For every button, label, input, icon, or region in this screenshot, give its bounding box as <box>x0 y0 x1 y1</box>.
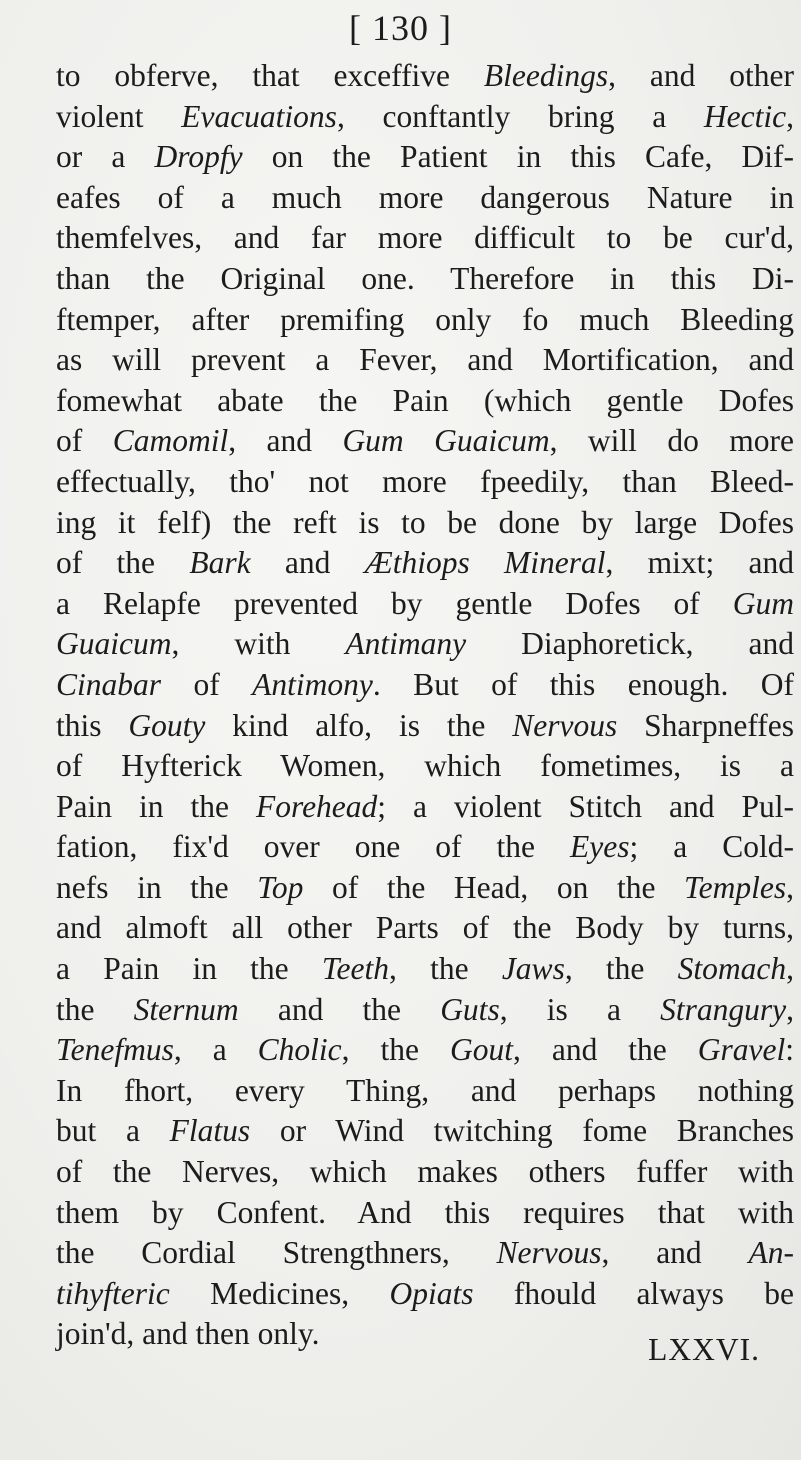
italic-run: Gum Guaicum <box>342 423 550 459</box>
text-line <box>56 1152 794 1193</box>
text-run: them by Confent. And this requires that with <box>56 1194 794 1230</box>
italic-run: Jaws <box>501 951 565 987</box>
italic-run: Sternum <box>133 991 239 1027</box>
text-run: and almoft all other Parts of the Body by turns, <box>56 910 794 946</box>
italic-run: Bleedings <box>483 58 609 93</box>
text-line <box>56 381 794 422</box>
text-line <box>56 1071 794 1112</box>
text-run: than the Original one. Therefore in this Di- <box>56 260 794 296</box>
italic-run: An- <box>748 1235 794 1271</box>
text-run: and <box>250 545 365 581</box>
text-run: Pain in the <box>56 788 256 824</box>
text-run: Diaphoretick, and <box>466 626 794 662</box>
text-line <box>56 137 794 178</box>
text-line <box>56 1193 794 1234</box>
italic-run: Hectic <box>703 98 787 134</box>
text-run: nefs in the <box>56 869 258 905</box>
text-run: , and the <box>512 1032 698 1068</box>
text-run: , is a <box>499 991 661 1027</box>
text-run: on the Patient in this Cafe, Dif- <box>242 139 794 175</box>
text-run: . But of this enough. Of <box>372 666 795 702</box>
italic-run: Top <box>257 869 304 905</box>
text-run: , <box>786 869 795 905</box>
italic-run: Guaicum <box>56 626 172 662</box>
italic-run: Camomil <box>112 423 229 459</box>
text-line <box>56 949 794 990</box>
text-line <box>56 1233 794 1274</box>
text-run: , conftantly bring a <box>336 98 704 134</box>
text-run: but a <box>56 1113 170 1149</box>
italic-run: Antimony <box>252 666 373 702</box>
italic-run: Dropfy <box>154 139 243 175</box>
text-run: to obferve, that exceffive <box>56 58 484 93</box>
text-line <box>56 584 794 625</box>
text-run: In fhort, every Thing, and perhaps nothing <box>56 1072 794 1108</box>
text-line <box>56 543 794 584</box>
italic-run: Gravel <box>697 1032 786 1068</box>
text-run: : <box>785 1032 794 1068</box>
text-run: or a <box>56 139 155 175</box>
text-run: violent <box>56 98 182 134</box>
text-run: , the <box>564 951 678 987</box>
text-run: , a <box>173 1032 258 1068</box>
text-run: of the <box>56 545 190 581</box>
text-line <box>56 827 794 868</box>
italic-run: Stomach <box>677 951 787 987</box>
text-run: fomewhat abate the Pain (which gentle Dofes <box>56 382 794 418</box>
text-line <box>56 746 794 787</box>
text-line <box>56 56 794 97</box>
text-run: the <box>56 991 134 1027</box>
italic-run: Strangury <box>660 991 787 1027</box>
text-line <box>56 503 794 544</box>
text-line <box>56 300 794 341</box>
text-run: , <box>786 951 795 987</box>
text-run: , and <box>601 1235 749 1271</box>
text-run: or Wind twitching fome Branches <box>250 1113 795 1149</box>
italic-run: Cinabar <box>56 666 162 702</box>
italic-run: Antimany <box>345 626 467 662</box>
italic-run: Tenefmus <box>56 1032 174 1068</box>
text-run: , <box>786 98 794 134</box>
text-run: eafes of a much more dangerous Nature in <box>56 179 794 215</box>
text-run: Medicines, <box>169 1275 390 1311</box>
text-line <box>56 1030 794 1071</box>
text-line <box>56 218 794 259</box>
italic-run: Opiats <box>389 1275 474 1311</box>
text-run: of the Nerves, which makes others fuffer with <box>56 1154 794 1190</box>
text-line <box>56 665 794 706</box>
text-run: of <box>161 666 253 702</box>
italic-run: Guts <box>440 991 500 1027</box>
text-line <box>56 97 794 138</box>
text-run: fation, fix'd over one of the <box>56 829 570 865</box>
text-run: , the <box>389 951 502 987</box>
text-run: Sharpneffes <box>617 707 795 743</box>
text-run: , will do more <box>549 423 795 459</box>
text-run: , the <box>341 1032 450 1068</box>
body-text <box>56 56 794 1355</box>
text-run: kind alfo, is the <box>205 707 513 743</box>
text-run: a Pain in the <box>56 951 322 987</box>
text-run: , <box>786 991 794 1027</box>
text-line <box>56 340 794 381</box>
text-run: ; a violent Stitch and Pul- <box>377 788 794 824</box>
italic-run: Gout <box>449 1032 513 1068</box>
text-run: ftemper, after premifing only fo much Bleeding <box>56 301 794 337</box>
text-run: this <box>56 707 129 743</box>
text-run: a Relapfe prevented by gentle Dofes of <box>56 585 733 621</box>
text-line <box>56 421 794 462</box>
text-run: themfelves, and far more difficult to be cur'd, <box>56 220 794 256</box>
text-run: the Cordial Strengthners, <box>56 1235 497 1271</box>
text-run: as will prevent a Fever, and Mortification, and <box>56 342 794 378</box>
italic-run: Eyes <box>570 829 630 865</box>
italic-run: Gouty <box>128 707 206 743</box>
italic-run: Nervous <box>496 1235 602 1271</box>
catchword: LXXVI. <box>648 1332 760 1367</box>
text-run: ing it felf) the reft is to be done by large Dofes <box>56 504 794 540</box>
text-run: join'd, and then only. <box>56 1316 320 1352</box>
italic-run: Nervous <box>512 707 618 743</box>
text-line <box>56 1111 794 1152</box>
text-run: ; a Cold- <box>629 829 794 865</box>
italic-run: Flatus <box>169 1113 251 1149</box>
text-line <box>56 1274 794 1315</box>
text-line <box>56 908 794 949</box>
italic-run: Temples <box>684 869 787 905</box>
italic-run: Evacuations <box>181 98 337 134</box>
text-run: , with <box>171 626 346 662</box>
text-line <box>56 259 794 300</box>
italic-run: Cholic <box>257 1032 342 1068</box>
text-run: and the <box>238 991 441 1027</box>
text-run: , mixt; and <box>605 545 794 581</box>
text-line <box>56 624 794 665</box>
text-run: of the Head, on the <box>303 869 685 905</box>
text-line <box>56 868 794 909</box>
text-line <box>56 706 794 747</box>
italic-run: Forehead <box>255 788 378 824</box>
italic-run: Bark <box>189 545 251 581</box>
text-line <box>56 787 794 828</box>
text-run: of <box>56 423 113 459</box>
text-run: effectually, tho' not more fpeedily, than Bleed- <box>56 463 794 499</box>
text-line <box>56 990 794 1031</box>
italic-run: Teeth <box>321 951 389 987</box>
text-run: fhould always be <box>473 1275 794 1311</box>
italic-run: Gum <box>732 585 794 621</box>
italic-run: Æthiops Mineral <box>364 545 606 581</box>
italic-run: tihyfteric <box>56 1275 170 1311</box>
text-line <box>56 178 794 219</box>
text-run: of Hyfterick Women, which fometimes, is a <box>56 748 794 784</box>
text-run: , and other <box>608 58 794 93</box>
page-number: [ 130 ] <box>349 8 452 48</box>
text-line <box>56 462 794 503</box>
text-run: , and <box>228 423 343 459</box>
